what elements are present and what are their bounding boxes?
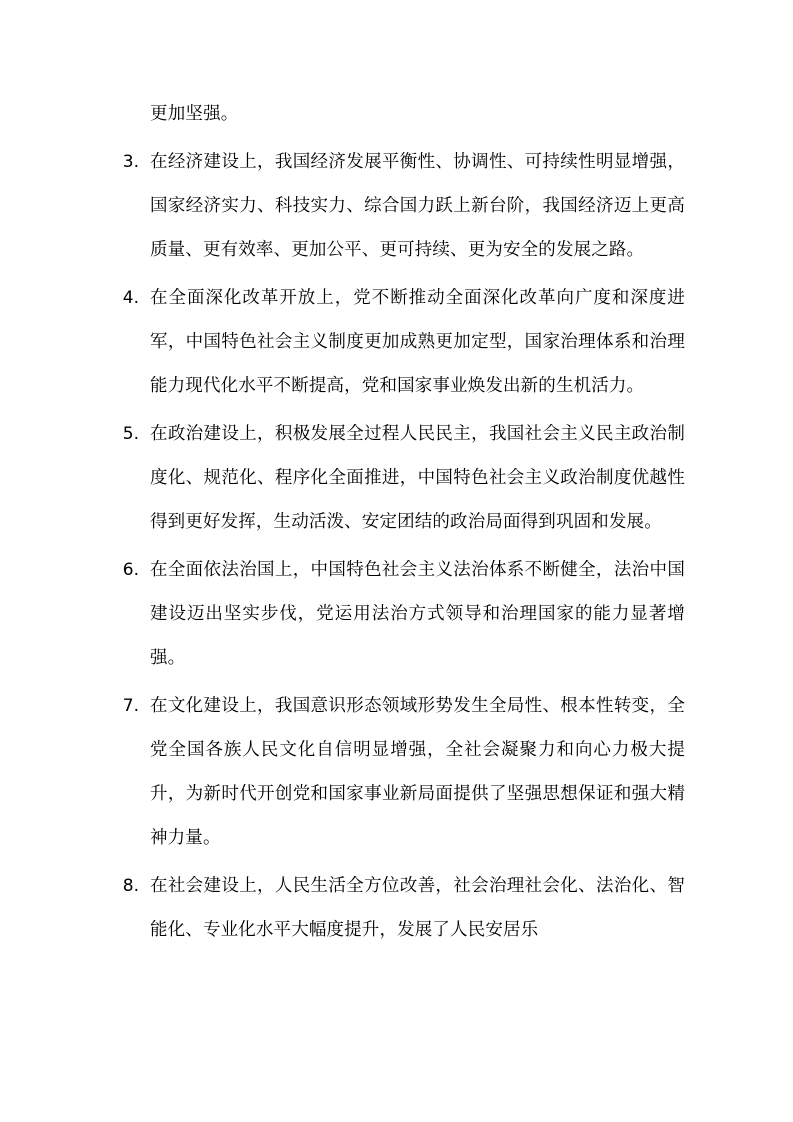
list-item-number: 3. — [122, 152, 139, 172]
list-item — [120, 140, 685, 272]
list-item — [120, 548, 685, 680]
list-item — [120, 412, 685, 544]
list-item-number: 5. — [122, 424, 139, 444]
list-item-text: 在文化建设上，我国意识形态领域形势发生全局性、根本性转变，全党全国各族人民文化自信明显增强，全社会凝聚力和向心力极大提升，为新时代开创党和国家事业新局面提供了坚强思想保证和强大精神力量。 — [150, 696, 685, 848]
list-item-text: 在社会建设上，人民生活全方位改善，社会治理社会化、法治化、智能化、专业化水平大幅度提升，发展了人民安居乐 — [150, 876, 685, 940]
list-item-text: 在政治建设上，积极发展全过程人民民主，我国社会主义民主政治制度化、规范化、程序化全面推进，中国特色社会主义政治制度优越性得到更好发挥，生动活泼、安定团结的政治局面得到巩固和发展。 — [150, 424, 685, 532]
list-item-number: 6. — [122, 560, 139, 580]
list-item-text: 在经济建设上，我国经济发展平衡性、协调性、可持续性明显增强，国家经济实力、科技实力、综合国力跃上新台阶，我国经济迈上更高质量、更有效率、更加公平、更可持续、更为安全的发展之路。 — [150, 152, 685, 260]
list-item-number: 4. — [122, 288, 139, 308]
list-item-number: 8. — [122, 876, 139, 896]
list-item-number: 7. — [122, 696, 139, 716]
list-item-text: 在全面深化改革开放上，党不断推动全面深化改革向广度和深度进军，中国特色社会主义制度更加成熟更加定型，国家治理体系和治理能力现代化水平不断提高，党和国家事业焕发出新的生机活力。 — [150, 288, 685, 396]
list-item — [120, 276, 685, 408]
list-item-text: 在全面依法治国上，中国特色社会主义法治体系不断健全，法治中国建设迈出坚实步伐，党运用法治方式领导和治理国家的能力显著增强。 — [150, 560, 685, 668]
list-item — [120, 684, 685, 860]
paragraph-continuation: 更加坚强。 — [150, 104, 239, 124]
document-body — [120, 92, 685, 952]
list-item — [120, 864, 685, 952]
